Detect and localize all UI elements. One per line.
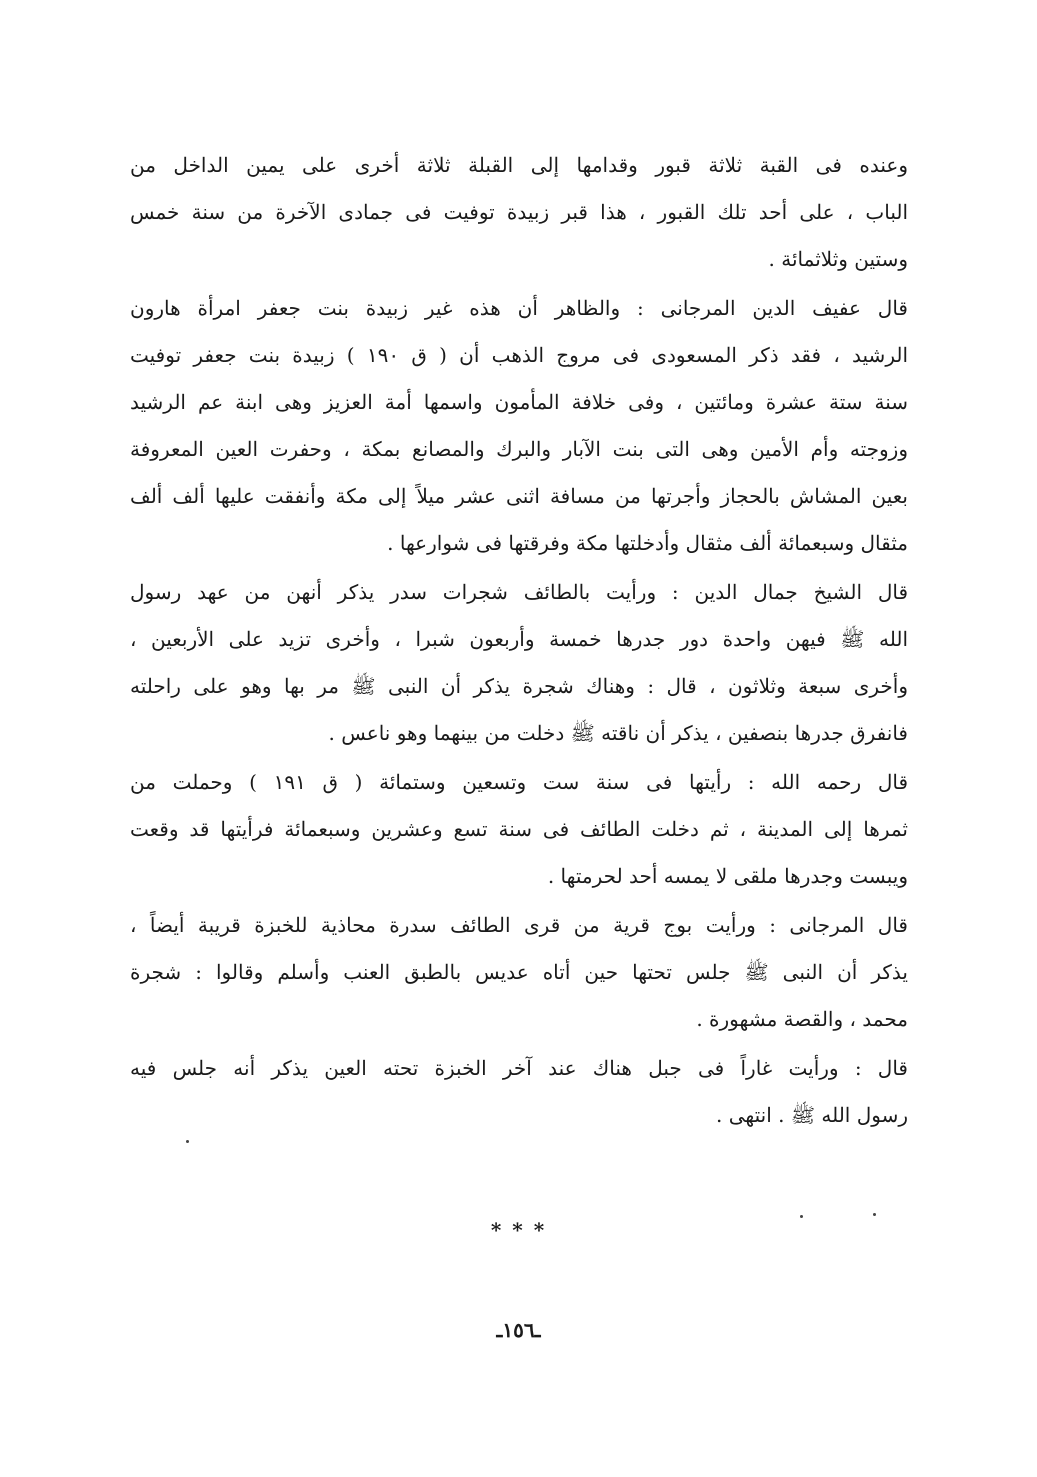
paragraph-2-line-1: قال عفيف الدين المرجانى : والظاهر أن هذه غير زبيدة بنت جعفر امرأة هارون: [130, 296, 908, 320]
page-number: ـ١٥٦ـ: [496, 1318, 541, 1342]
paragraph-6: [130, 1045, 908, 1139]
paragraph-3-line-1: قال الشيخ جمال الدين : ورأيت بالطائف شجرات سدر يذكر أنهن من عهد رسول: [130, 580, 908, 604]
paragraph-5-line-1: قال المرجانى : ورأيت بوج قرية من قرى الطائف سدرة محاذية للخبزة قريبة أيضاً ،: [130, 913, 908, 937]
body-text: [130, 142, 908, 1139]
paragraph-4-line-1: قال رحمه الله : رأيتها فى سنة ست وتسعين وستمائة ( ق ١٩١ ) وحملت من: [130, 770, 908, 794]
paragraph-2-line-5: بعين المشاش بالحجاز وأجرتها من مسافة اثنى عشر ميلاً إلى مكة وأنفقت عليها ألف ألف: [130, 484, 908, 508]
scan-speck: [873, 1213, 876, 1216]
paragraph-4-line-3: ويبست وجدرها ملقى لا يمسه أحد لحرمتها .: [547, 864, 908, 888]
paragraph-2-line-6: مثقال وسبعمائة ألف مثقال وأدخلتها مكة وفرقتها فى شوارعها .: [387, 531, 908, 555]
paragraph-2-line-4: وزوجته وأم الأمين وهى التى بنت الآبار والبرك والمصانع بمكة ، وحفرت العين المعروفة: [130, 437, 908, 461]
paragraph-5-line-2: يذكر أن النبى ﷺ جلس تحتها حين أتاه عديس بالطبق العنب وأسلم وقالوا : شجرة: [130, 960, 908, 984]
paragraph-3-line-2: الله ﷺ فيهن واحدة دور جدرها خمسة وأربعون شبرا ، وأخرى تزيد على الأربعين ،: [130, 627, 908, 651]
paragraph-6-line-2: رسول الله ﷺ . انتهى .: [716, 1103, 908, 1127]
paragraph-1-line-1: وعنده فى القبة ثلاثة قبور وقدامها إلى القبلة ثلاثة أخرى على يمين الداخل من: [130, 153, 908, 177]
paragraph-1-line-2: الباب ، على أحد تلك القبور ، هذا قبر زبيدة توفيت فى جمادى الآخرة من سنة خمس: [130, 200, 908, 224]
paragraph-4-line-2: ثمرها إلى المدينة ، ثم دخلت الطائف فى سنة تسع وعشرين وسبعمائة فرأيتها قد وقعت: [130, 817, 908, 841]
section-ornament: * * *: [490, 1218, 547, 1242]
paragraph-6-line-1: قال : ورأيت غاراً فى جبل هناك عند آخر الخبزة تحته العين يذكر أنه جلس فيه: [130, 1056, 908, 1080]
paragraph-5-line-3: محمد ، والقصة مشهورة .: [696, 1007, 908, 1031]
paragraph-4: [130, 759, 908, 900]
paragraph-3-line-3: وأخرى سبعة وثلاثون ، قال : وهناك شجرة يذكر أن النبى ﷺ مر بها وهو على راحلته: [130, 674, 908, 698]
paragraph-3: [130, 569, 908, 757]
paragraph-5: [130, 902, 908, 1043]
paragraph-1-line-3: وستين وثلاثمائة .: [768, 247, 908, 271]
paragraph-1: [130, 142, 908, 283]
paragraph-2-line-3: سنة ستة عشرة ومائتين ، وفى خلافة المأمون واسمها أمة العزيز وهى ابنة عم الرشيد: [130, 390, 908, 414]
paragraph-2-line-2: الرشيد ، فقد ذكر المسعودى فى مروج الذهب أن ( ق ١٩٠ ) زبيدة بنت جعفر توفيت: [130, 343, 908, 367]
paragraph-2: [130, 285, 908, 567]
scan-speck: [186, 1140, 189, 1143]
paragraph-3-line-4: فانفرق جدرها بنصفين ، يذكر أن ناقته ﷺ دخلت من بينهما وهو ناعس .: [328, 721, 908, 745]
